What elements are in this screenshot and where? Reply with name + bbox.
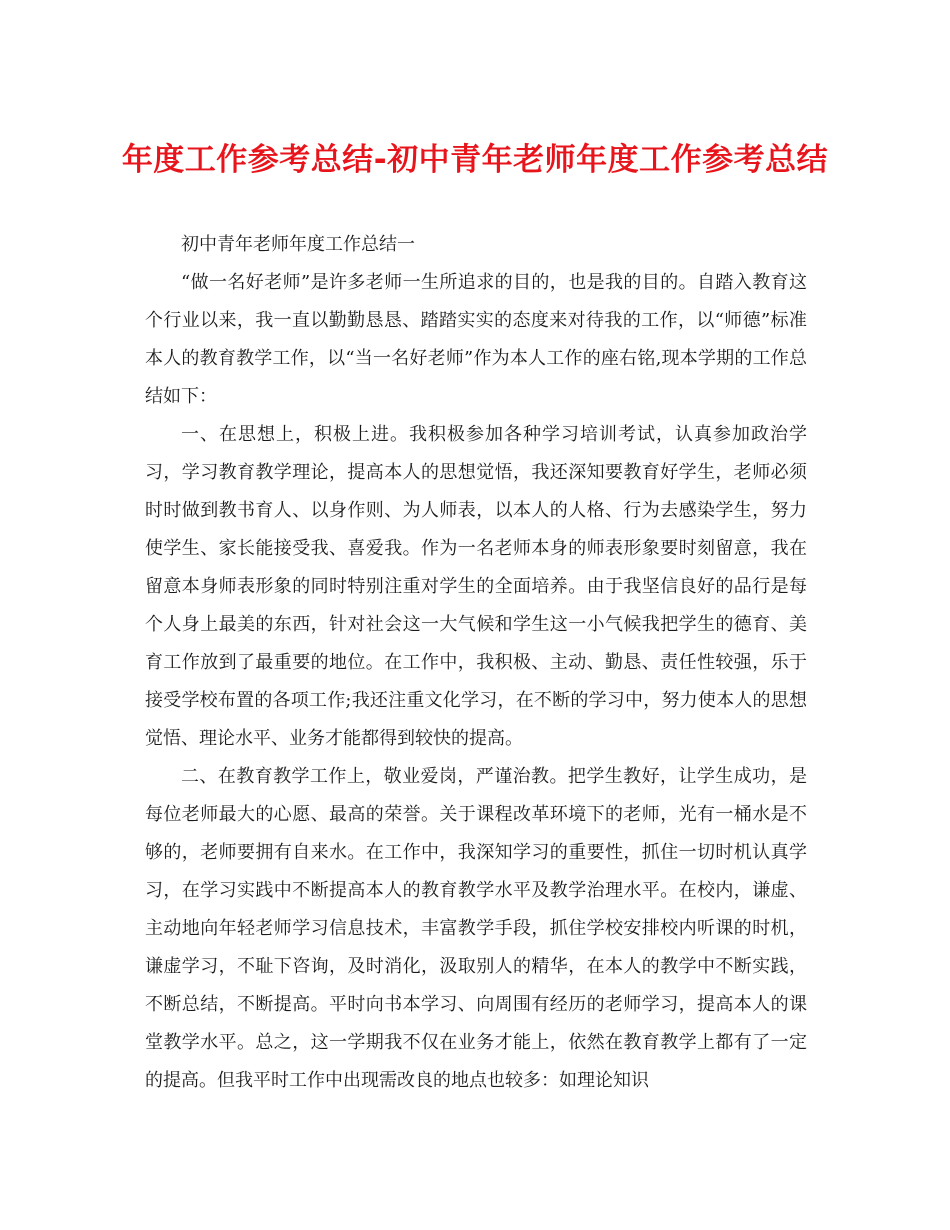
document-body (145, 226, 807, 1100)
paragraph-intro: “做一名好老师”是许多老师一生所追求的目的，也是我的目的。自踏入教育这个行业以来，我一直以勤勤恳恳、踏踏实实的态度来对待我的工作，以“师德”标准本人的教育教学工作，以“当一名好老师”作为本人工作的座右铭,现本学期的工作总结如下： (145, 272, 807, 407)
paragraph-section-one: 一、在思想上，积极上进。我积极参加各种学习培训考试，认真参加政治学习，学习教育教学理论，提高本人的思想觉悟，我还深知要教育好学生，老师必须时时做到教书育人、以身作则、为人师表，以本人的人格、行为去感染学生，努力使学生、家长能接受我、喜爱我。作为一名老师本身的师表形象要时刻留意，我在留意本身师表形象的同时特别注重对学生的全面培养。由于我坚信良好的品行是每个人身上最美的东西，针对社会这一大气候和学生这一小气候我把学生的德育、美育工作放到了最重要的地位。在工作中，我积极、主动、勤恳、责任性较强，乐于接受学校布置的各项工作;我还注重文化学习，在不断的学习中，努力使本人的思想觉悟、理论水平、业务才能都得到较快的提高。 (145, 424, 807, 749)
document-title: 年度工作参考总结-初中青年老师年度工作参考总结 (121, 142, 829, 178)
paragraph-subtitle: 初中青年老师年度工作总结一 (181, 234, 415, 255)
paragraph-section-two: 二、在教育教学工作上，敬业爱岗，严谨治教。把学生教好，让学生成功，是每位老师最大的心愿、最高的荣誉。关于课程改革环境下的老师，光有一桶水是不够的，老师要拥有自来水。在工作中，我深知学习的重要性，抓住一切时机认真学习，在学习实践中不断提高本人的教育教学水平及教学治理水平。在校内，谦虚、主动地向年轻老师学习信息技术，丰富教学手段，抓住学校安排校内听课的时机，谦虚学习，不耻下咨询，及时消化，汲取别人的精华，在本人的教学中不断实践，不断总结，不断提高。平时向书本学习、向周围有经历的老师学习，提高本人的课堂教学水平。总之，这一学期我不仅在业务才能上，依然在教育教学上都有了一定的提高。但我平时工作中出现需改良的地点也较多：如理论知识 (145, 766, 807, 1091)
